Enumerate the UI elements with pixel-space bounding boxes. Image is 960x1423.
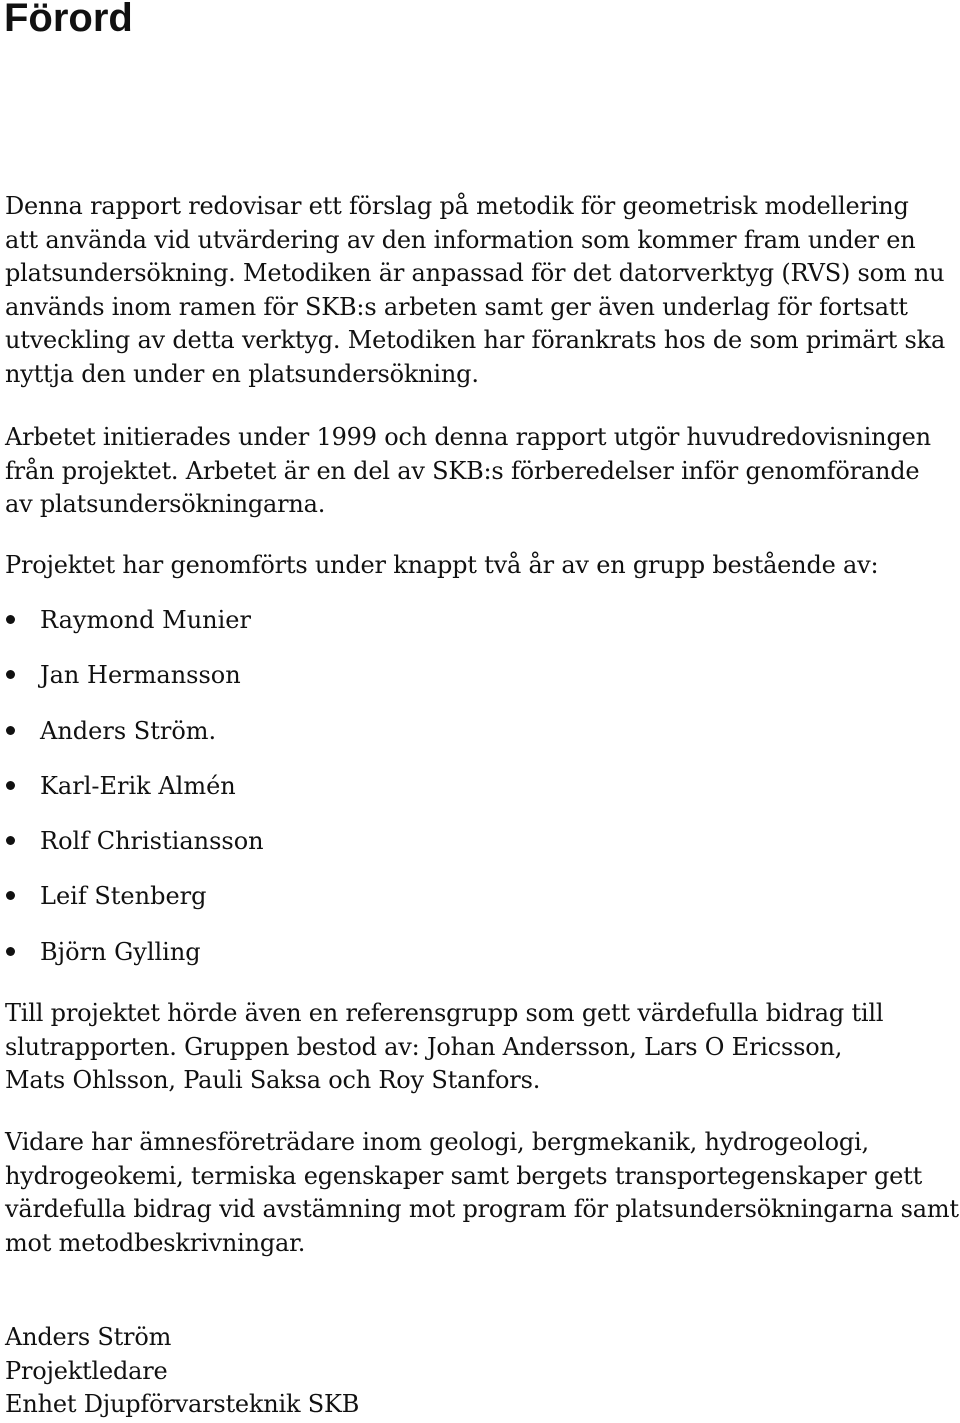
contributor-name: Björn Gylling bbox=[40, 937, 201, 966]
signature-role: Projektledare bbox=[5, 1356, 168, 1385]
text-line: nyttja den under en platsundersökning. bbox=[5, 359, 479, 388]
text-line: används inom ramen för SKB:s arbeten samt ger även underlag för fortsatt bbox=[5, 292, 908, 321]
text-line: Arbetet initierades under 1999 och denna rapport utgör huvudredovisningen bbox=[5, 423, 931, 451]
list-item bbox=[0, 713, 264, 768]
text-line: hydrogeokemi, termiska egenskaper samt bergets transportegenskaper gett bbox=[5, 1161, 923, 1190]
list-item bbox=[0, 602, 264, 657]
text-line: Projektet har genomförts under knappt två år av en grupp bestående av: bbox=[5, 551, 879, 579]
contributor-name: Karl-Erik Almén bbox=[40, 771, 236, 800]
contributor-list bbox=[0, 602, 264, 989]
text-line: värdefulla bidrag vid avstämning mot program för platsundersökningarna samt bbox=[5, 1195, 959, 1223]
paragraph-experts bbox=[5, 1126, 960, 1260]
list-item bbox=[0, 768, 264, 823]
signature-unit: Enhet Djupförvarsteknik SKB bbox=[5, 1390, 360, 1418]
signature-block bbox=[5, 1321, 960, 1422]
contributor-name: Jan Hermansson bbox=[40, 661, 241, 690]
bullet-icon bbox=[6, 726, 15, 735]
bullet-icon bbox=[6, 947, 15, 956]
bullet-icon bbox=[6, 615, 15, 624]
bullet-icon bbox=[6, 891, 15, 900]
page-title: Förord bbox=[4, 0, 133, 40]
contributor-name: Anders Ström. bbox=[40, 716, 217, 745]
list-item bbox=[0, 934, 264, 989]
text-line: slutrapporten. Gruppen bestod av: Johan Andersson, Lars O Ericsson, bbox=[5, 1032, 843, 1061]
text-line: Mats Ohlsson, Pauli Saksa och Roy Stanfors. bbox=[5, 1066, 541, 1094]
paragraph-reference-group bbox=[5, 997, 960, 1098]
text-line: platsundersökning. Metodiken är anpassad för det datorverktyg (RVS) som nu bbox=[5, 259, 945, 287]
text-line: utveckling av detta verktyg. Metodiken har förankrats hos de som primärt ska bbox=[5, 326, 946, 354]
text-line: mot metodbeskrivningar. bbox=[5, 1228, 306, 1257]
contributor-name: Raymond Munier bbox=[40, 606, 251, 634]
text-line: av platsundersökningarna. bbox=[5, 490, 326, 518]
list-item bbox=[0, 657, 264, 712]
contributor-name: Leif Stenberg bbox=[40, 882, 207, 911]
text-line: Denna rapport redovisar ett förslag på metodik för geometrisk modellering bbox=[5, 192, 909, 220]
list-item bbox=[0, 878, 264, 933]
text-line: Vidare har ämnesföreträdare inom geologi, bergmekanik, hydrogeologi, bbox=[5, 1128, 869, 1156]
text-line: från projektet. Arbetet är en del av SKB:s förberedelser inför genomförande bbox=[5, 456, 920, 485]
paragraph-project-start bbox=[5, 421, 960, 522]
text-line: att använda vid utvärdering av den information som kommer fram under en bbox=[5, 225, 916, 254]
bullet-icon bbox=[6, 670, 15, 679]
contributor-name: Rolf Christiansson bbox=[40, 827, 264, 856]
signature-name: Anders Ström bbox=[5, 1323, 172, 1351]
list-item bbox=[0, 823, 264, 878]
bullet-icon bbox=[6, 836, 15, 845]
text-line: Till projektet hörde även en referensgrupp som gett värdefulla bidrag till bbox=[5, 999, 884, 1027]
bullet-icon bbox=[6, 781, 15, 790]
paragraph-group-intro bbox=[5, 549, 960, 583]
paragraph-intro bbox=[5, 190, 960, 391]
